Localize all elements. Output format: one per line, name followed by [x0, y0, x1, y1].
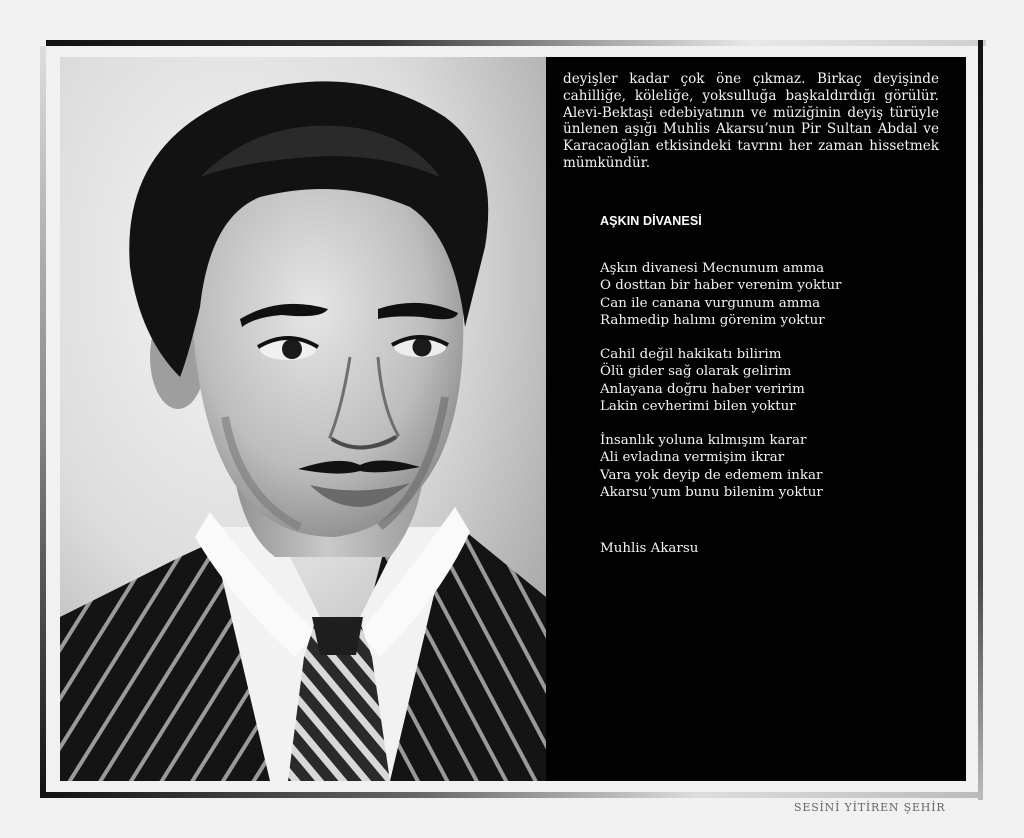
poem-line: Lakin cevherimi bilen yoktur: [600, 398, 796, 414]
poem-line: Cahil değil hakikatı bilirim: [600, 347, 782, 362]
frame-left-border: [40, 46, 46, 798]
poem-line: Akarsu’yum bunu bilenim yoktur: [600, 484, 823, 500]
intro-line: Karacaoğlan etkisindeki tavrını her zaman hissetmek: [563, 138, 939, 155]
intro-line: deyişler kadar çok öne çıkmaz. Birkaç deyişinde: [563, 71, 939, 87]
poem-line: Vara yok deyip de edemem inkar: [600, 467, 823, 483]
frame-right-border: [978, 40, 983, 800]
text-panel: [546, 57, 966, 781]
poem-line: Anlayana doğru haber veririm: [600, 381, 805, 397]
portrait-photo: [60, 57, 546, 781]
intro-line: cahilliğe, köleliğe, yoksulluğa başkaldırdığı görülür.: [563, 87, 939, 104]
poem-author: Muhlis Akarsu: [600, 541, 699, 556]
poem-stanza-1: [600, 260, 940, 329]
poem-stanza-3: [600, 432, 940, 501]
intro-line: Alevi-Bektaşi edebiyatının ve müziğinin deyiş türüyle: [563, 104, 939, 121]
poem-line: Aşkın divanesi Mecnunum amma: [600, 261, 825, 276]
poem-line: Rahmedip halımı görenim yoktur: [600, 312, 825, 328]
footer-publication-title: SESİNİ YİTİREN ŞEHİR: [794, 801, 946, 814]
intro-paragraph: [563, 71, 939, 172]
intro-line: ünlenen aşığı Muhlis Akarsu’nun Pir Sultan Abdal ve: [563, 121, 939, 138]
intro-line: mümkündür.: [563, 154, 651, 171]
portrait-illustration: [60, 57, 546, 781]
poem-title: AŞKIN DİVANESİ: [600, 214, 702, 228]
poem-line: Ölü gider sağ olarak gelirim: [600, 364, 792, 380]
poem-line: Ali evladına vermişim ikrar: [600, 450, 785, 466]
poem-line: Can ile canana vurgunum amma: [600, 295, 821, 311]
poem-line: O dosttan bir haber verenim yoktur: [600, 278, 842, 294]
frame-top-border: [46, 40, 986, 46]
poem-stanza-2: [600, 346, 940, 415]
poem-line: İnsanlık yoluna kılmışım karar: [600, 433, 807, 448]
frame-bottom-border: [40, 792, 980, 798]
